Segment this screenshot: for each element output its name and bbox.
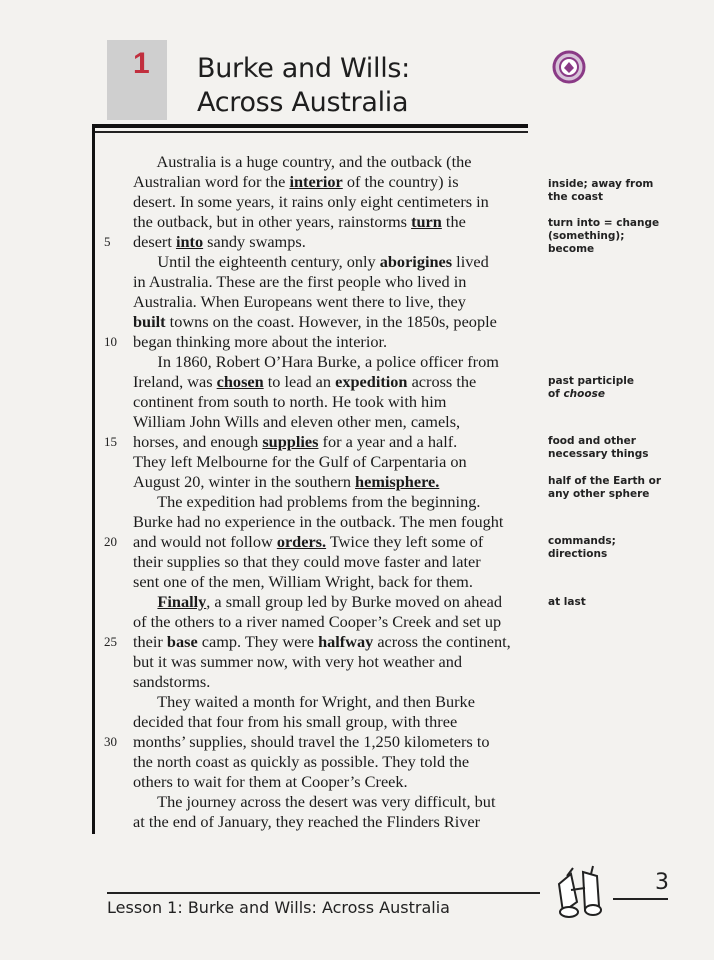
gloss-line: become <box>548 243 595 255</box>
gloss-line: at last <box>548 596 586 608</box>
text-segment: across the continent, <box>373 632 511 651</box>
passage-line <box>133 692 475 712</box>
line-number: 5 <box>104 234 111 249</box>
passage-line <box>133 332 387 352</box>
passage-line <box>133 232 306 252</box>
header-rule-thick <box>92 124 528 128</box>
passage-line <box>133 352 499 372</box>
gloss-line: necessary things <box>548 448 649 460</box>
text-segment: but it was summer now, with very hot weather and <box>133 652 463 671</box>
passage-line <box>133 612 501 632</box>
passage-line <box>133 292 466 312</box>
glossed-word: Finally <box>157 592 207 611</box>
text-segment: The expedition had problems from the beginning. <box>133 492 481 511</box>
passage-line <box>133 532 483 552</box>
passage-line <box>133 512 503 532</box>
glossed-word: orders. <box>276 532 327 551</box>
passage-line <box>133 772 408 792</box>
passage-line <box>133 812 480 832</box>
key-word: halfway <box>318 632 374 651</box>
header-rule-thin <box>92 131 528 133</box>
passage-line <box>133 492 480 512</box>
gloss-line: food and other <box>548 435 636 447</box>
text-segment: others to wait for them at Cooper’s Creek. <box>133 772 408 791</box>
reading-badge-icon <box>552 50 586 84</box>
glossed-word: hemisphere. <box>355 472 440 491</box>
footer-rule <box>107 892 540 894</box>
text-segment: at the end of January, they reached the Flinders River <box>133 812 481 831</box>
passage-line <box>133 152 472 172</box>
text-segment <box>133 592 157 611</box>
text-segment: Australian word for the <box>133 172 290 191</box>
page-title <box>197 52 410 120</box>
text-segment: horses, and enough <box>133 432 263 451</box>
glossed-word: interior <box>289 172 343 191</box>
line-number: 10 <box>104 334 117 349</box>
passage-line <box>133 312 497 332</box>
passage-line <box>133 752 469 772</box>
text-segment: the outback, but in other years, rainstorms <box>133 212 412 231</box>
passage-line <box>133 212 466 232</box>
passage-line <box>133 672 210 692</box>
passage-line <box>133 252 489 272</box>
key-word: base <box>166 632 198 651</box>
text-segment: sandy swamps. <box>203 232 306 251</box>
text-segment: Until the eighteenth century, only <box>133 252 380 271</box>
gloss-line: turn into = change <box>548 217 660 229</box>
text-segment: continent from south to north. He took with him <box>133 392 447 411</box>
gloss-line: directions <box>548 548 608 560</box>
text-segment: months’ supplies, should travel the 1,250 kilometers to <box>133 732 490 751</box>
text-segment: William John Wills and eleven other men, camels, <box>133 412 461 431</box>
text-segment: of the others to a river named Cooper’s Creek and set up <box>133 612 502 631</box>
text-segment: of the country) is <box>342 172 459 191</box>
passage-line <box>133 792 495 812</box>
passage-line <box>133 192 489 212</box>
text-segment: desert <box>133 232 176 251</box>
text-segment: their <box>133 632 167 651</box>
gloss-chosen <box>548 375 634 401</box>
gloss-supplies <box>548 435 649 461</box>
text-segment: desert. In some years, it rains only eight centimeters in <box>133 192 489 211</box>
passage-line <box>133 172 459 192</box>
text-segment: camp. They were <box>197 632 319 651</box>
gloss-turn-into <box>548 217 659 256</box>
text-border-bar <box>92 124 95 834</box>
key-word: built <box>133 312 166 331</box>
key-word: expedition <box>335 372 408 391</box>
page-number-rule <box>613 898 668 900</box>
lesson-number: 1 <box>133 47 150 80</box>
text-segment: in Australia. These are the first people who lived in <box>133 272 467 291</box>
text-segment: began thinking more about the interior. <box>133 332 388 351</box>
passage-line <box>133 712 457 732</box>
glossed-word: turn <box>411 212 442 231</box>
text-segment: for a year and a half. <box>318 432 458 451</box>
line-number: 30 <box>104 734 117 749</box>
text-segment: sent one of the men, William Wright, back for them. <box>133 572 473 591</box>
gloss-line: any other sphere <box>548 488 650 500</box>
passage-line <box>133 732 490 752</box>
passage-line <box>133 652 462 672</box>
text-segment: across the <box>407 372 477 391</box>
passage-line <box>133 412 460 432</box>
glossed-word: supplies <box>262 432 319 451</box>
gloss-finally <box>548 596 586 609</box>
text-segment: and would not follow <box>133 532 277 551</box>
text-segment: Burke had no experience in the outback. The men fought <box>133 512 504 531</box>
passage-line <box>133 432 457 452</box>
passage-line <box>133 592 502 612</box>
gloss-line: the coast <box>548 191 604 203</box>
passage-line <box>133 552 481 572</box>
text-segment: They left Melbourne for the Gulf of Carpentaria on <box>133 452 467 471</box>
passage-line <box>133 272 466 292</box>
line-number: 25 <box>104 634 117 649</box>
binoculars-icon <box>553 862 605 920</box>
footer-lesson-title: Lesson 1: Burke and Wills: Across Australia <box>107 898 450 917</box>
gloss-line: (something); <box>548 230 625 242</box>
gloss-orders <box>548 535 616 561</box>
title-line-2: Across Australia <box>197 87 409 118</box>
text-segment: the <box>441 212 466 231</box>
line-number: 15 <box>104 434 117 449</box>
page-number: 3 <box>655 870 669 895</box>
gloss-line: inside; away from <box>548 178 654 190</box>
gloss-line: of choose <box>548 388 605 400</box>
text-segment: August 20, winter in the southern <box>133 472 356 491</box>
text-segment: They waited a month for Wright, and then Burke <box>133 692 475 711</box>
title-line-1: Burke and Wills: <box>197 53 410 84</box>
gloss-line: past participle <box>548 375 634 387</box>
text-segment: Australia is a huge country, and the outback (the <box>133 152 472 171</box>
text-segment: , a small group led by Burke moved on ahead <box>206 592 502 611</box>
text-segment: sandstorms. <box>133 672 211 691</box>
key-word: aborigines <box>379 252 453 271</box>
gloss-hemisphere <box>548 475 661 501</box>
glossed-word: chosen <box>216 372 264 391</box>
text-segment: In 1860, Robert O’Hara Burke, a police officer from <box>133 352 499 371</box>
text-segment: their supplies so that they could move faster and later <box>133 552 481 571</box>
text-segment: Twice they left some of <box>326 532 484 551</box>
passage-line <box>133 632 511 652</box>
text-segment: towns on the coast. However, in the 1850s, people <box>165 312 497 331</box>
line-number: 20 <box>104 534 117 549</box>
text-segment: Australia. When Europeans went there to live, they <box>133 292 466 311</box>
glossed-word: into <box>175 232 204 251</box>
text-segment: decided that four from his small group, with three <box>133 712 458 731</box>
text-segment: The journey across the desert was very difficult, but <box>133 792 496 811</box>
gloss-italic-word: choose <box>563 388 605 400</box>
passage-line <box>133 452 467 472</box>
gloss-line: half of the Earth or <box>548 475 662 487</box>
text-segment: to lead an <box>263 372 336 391</box>
passage-line <box>133 392 446 412</box>
gloss-line: commands; <box>548 535 616 547</box>
text-segment: Ireland, was <box>133 372 217 391</box>
passage-line <box>133 372 476 392</box>
text-segment: lived <box>452 252 489 271</box>
gloss-interior <box>548 178 653 204</box>
text-segment: the north coast as quickly as possible. They told the <box>133 752 470 771</box>
passage-line <box>133 472 439 492</box>
passage-line <box>133 572 473 592</box>
